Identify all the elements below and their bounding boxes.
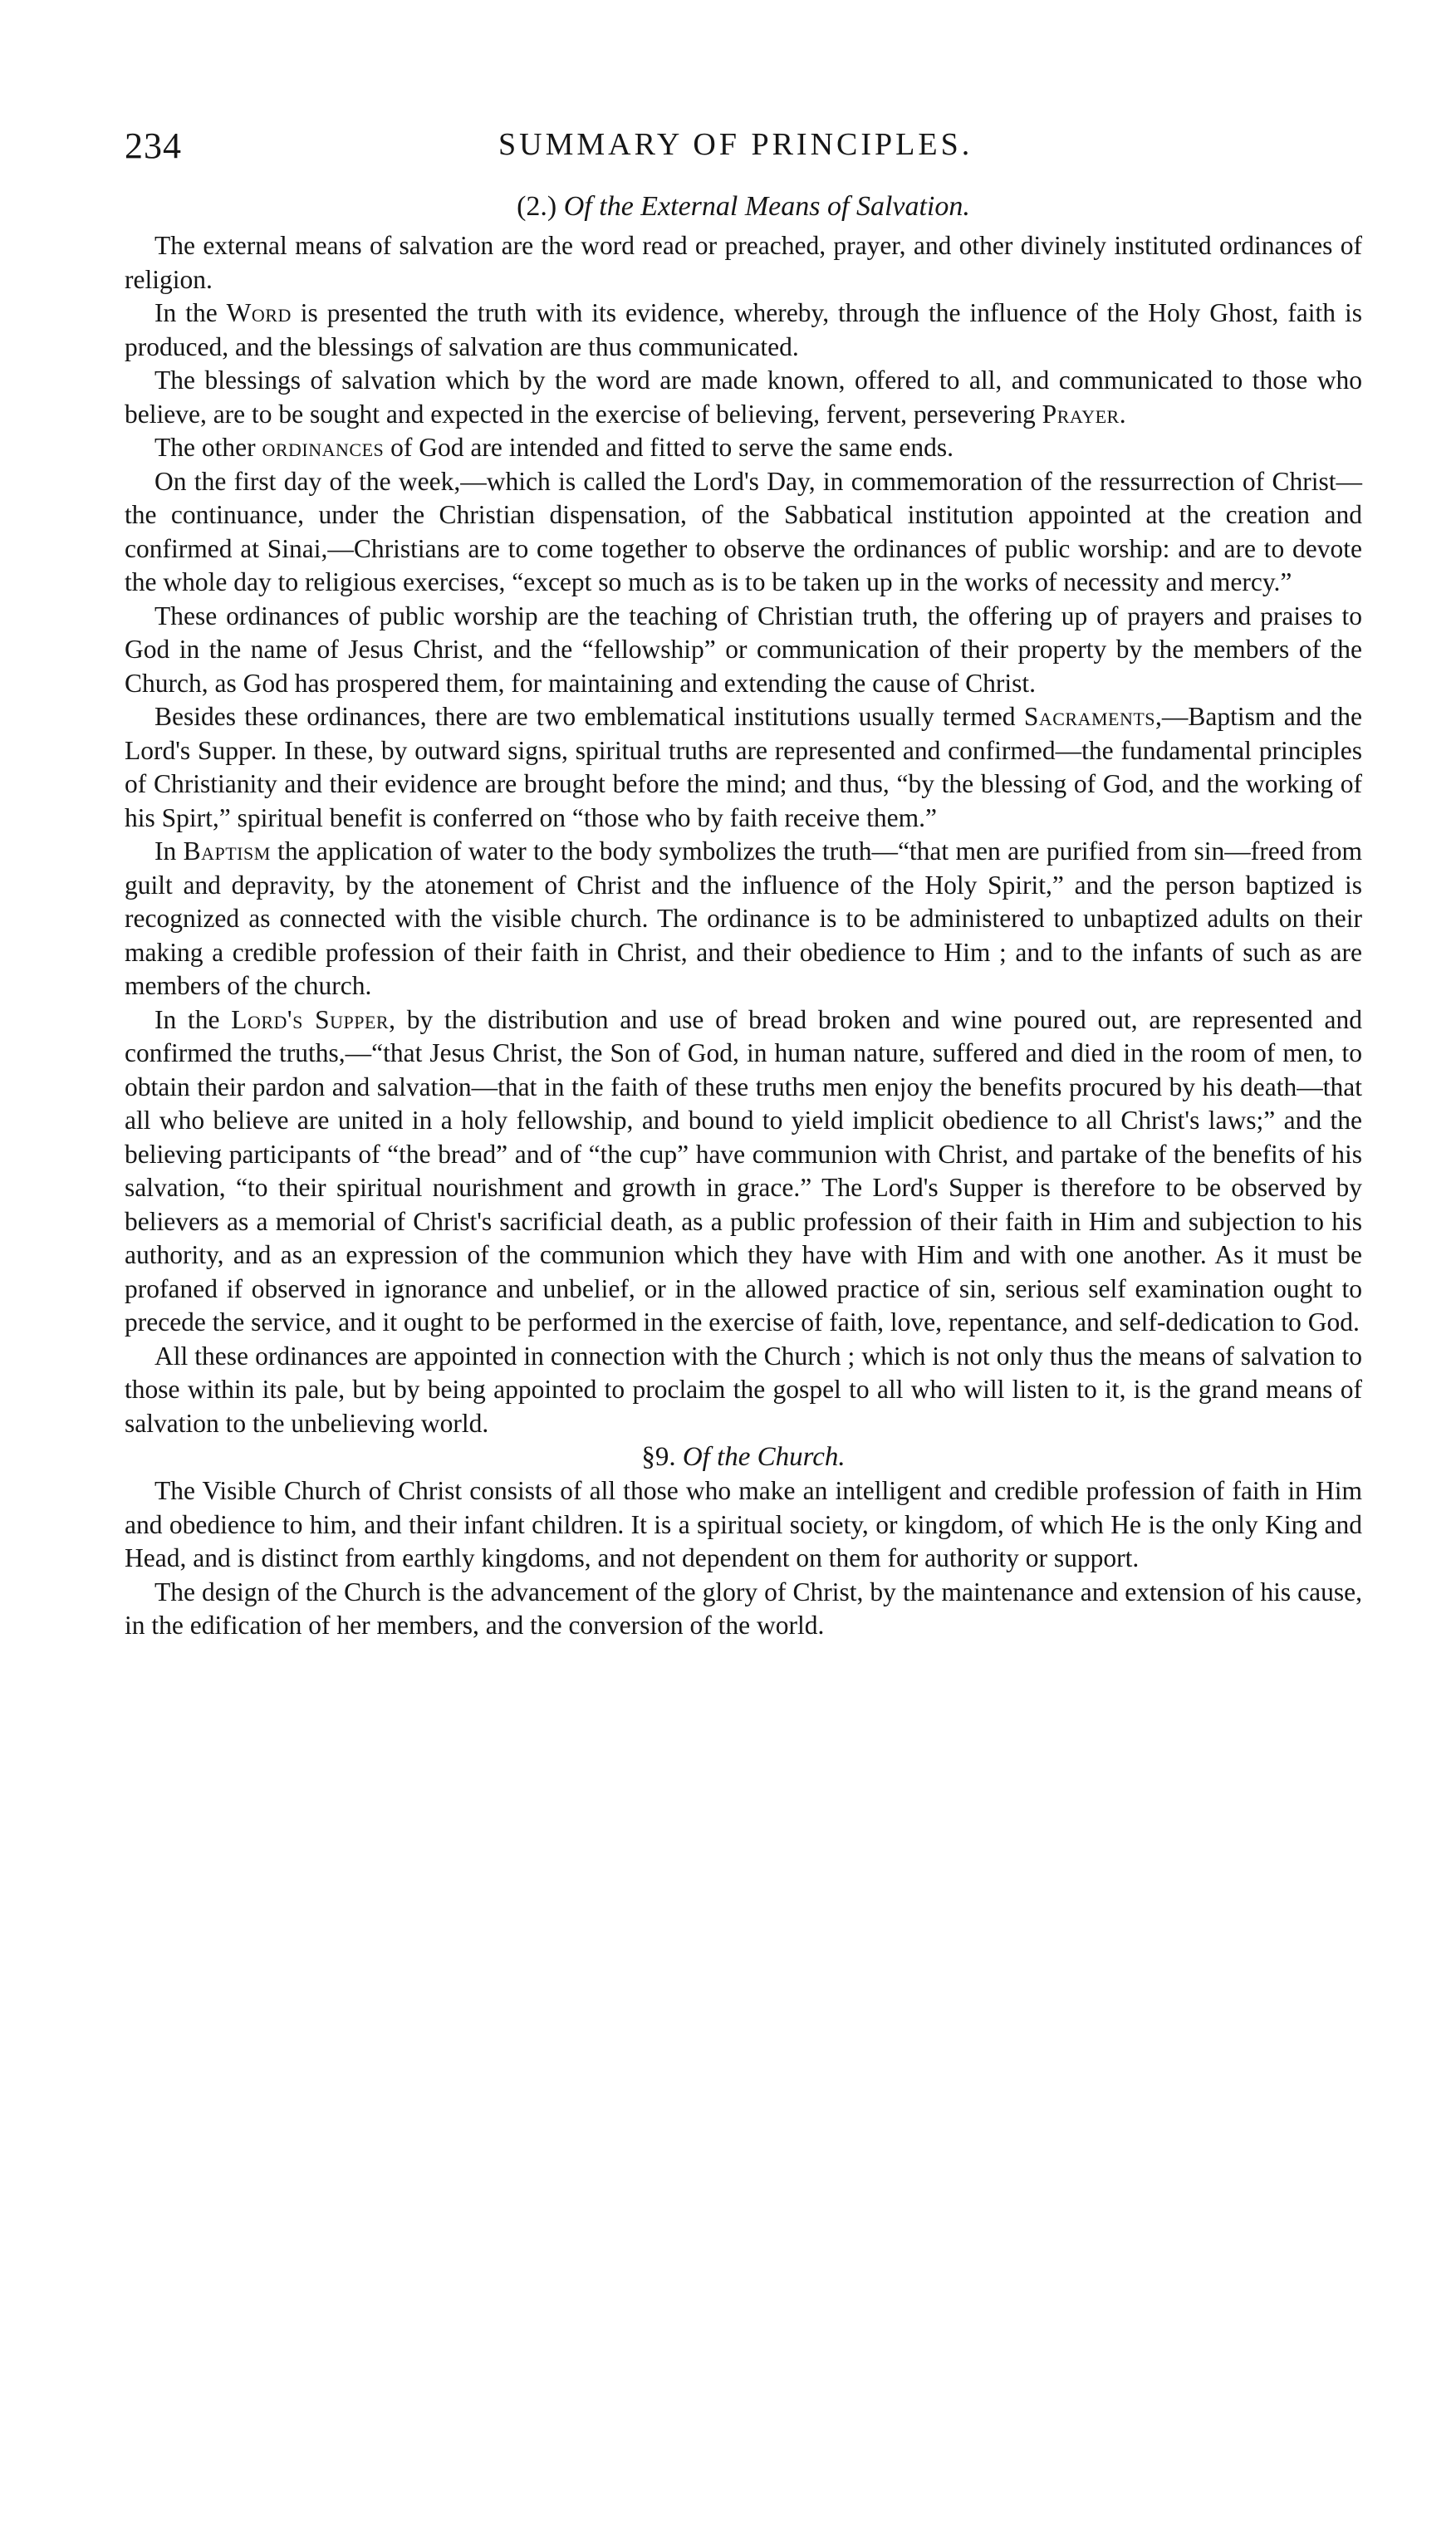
section-title: Of the External Means of Salvation. <box>563 191 970 222</box>
paragraph: In Baptism the application of water to the body symbolizes the truth—“that men are purified from sin—freed from guilt and depravity, by the atonement of Christ and the influence of the Holy Spirit,” and the person baptized is recognized as connected with the visible church. The ordinance is to be administered to unbaptized adults on their making a credible profession of their faith in Christ, and their obedience to Him ; and to the infants of such as are members of the church. <box>125 836 1362 1000</box>
paragraph: On the first day of the week,—which is called the Lord's Day, in commemoration of the ressurrection of Christ—the continuance, under the Christian dispensation, of the Sabbatical institution appointed at the creation and confirmed at Sinai,—Christians are to come together to observe the ordinances of public worship: and are to devote the whole day to religious exercises, “except so much as is to be taken up in the works of necessity and mercy.” <box>125 466 1362 596</box>
section-body-church <box>125 1474 1362 1643</box>
paragraph: The Visible Church of Christ consists of all those who make an intelligent and credible profession of faith in Him and obedience to him, and their infant children. It is a spiritual society, or kingdom, of which He is the only King and Head, and is distinct from earthly kingdoms, and not dependent on them for authority or support. <box>125 1476 1362 1572</box>
section-heading-external-means <box>125 191 1362 223</box>
section-heading-church <box>125 1442 1362 1473</box>
section-number: §9. <box>641 1442 676 1472</box>
paragraph: The other ordinances of God are intended and fitted to serve the same ends. <box>154 433 954 462</box>
section-title: Of the Church. <box>682 1442 846 1472</box>
book-page <box>125 125 1362 1643</box>
paragraph: The blessings of salvation which by the word are made known, offered to all, and communicated to those who believe, are to be sought and expected in the exercise of believing, fervent, persevering Prayer. <box>125 365 1362 429</box>
paragraph: The external means of salvation are the word read or preached, prayer, and other divinely instituted ordinances of religion. <box>125 231 1362 294</box>
paragraph: Besides these ordinances, there are two emblematical institutions usually termed Sacraments,—Baptism and the Lord's Supper. In these, by outward signs, spiritual truths are represented and confirmed—the fundamental principles of Christianity and their evidence are brought before the mind; and thus, “by the blessing of God, and the working of his Spirt,” spiritual benefit is conferred on “those who by faith receive them.” <box>125 702 1362 832</box>
running-head <box>125 125 1362 174</box>
paragraph: In the Word is presented the truth with its evidence, whereby, through the influence of the Holy Ghost, faith is produced, and the blessings of salvation are thus communicated. <box>125 298 1362 361</box>
section-number: (2.) <box>517 191 557 222</box>
paragraph: All these ordinances are appointed in connection with the Church ; which is not only thus the means of salvation to those within its pale, but by being appointed to proclaim the gospel to all who will listen to it, is the grand means of salvation to the unbelieving world. <box>125 1341 1362 1438</box>
paragraph: In the Lord's Supper, by the distribution and use of bread broken and wine poured out, are represented and confirmed the truths,—“that Jesus Christ, the Son of God, in human nature, suffered and died in the room of men, to obtain their pardon and salvation—that in the faith of these truths men enjoy the benefits procured by his death—that all who believe are united in a holy fellowship, and bound to yield implicit obedience to all Christ's laws;” and the believing participants of “the bread” and of “the cup” have communion with Christ, and partake of the benefits of his salvation, “to their spiritual nourishment and growth in grace.” The Lord's Supper is therefore to be observed by believers as a memorial of Christ's sacrificial death, as a public profession of their faith in Him and subjection to his authority, and as an expression of the communion which they have with Him and with one another. As it must be profaned if observed in ignorance and unbelief, or in the allowed practice of sin, serious self examination ought to precede the service, and it ought to be performed in the exercise of faith, love, repentance, and self-dedication to God. <box>125 1004 1362 1337</box>
paragraph: These ordinances of public worship are the teaching of Christian truth, the offering up of prayers and praises to God in the name of Jesus Christ, and the “fellowship” or communication of their property by the members of the Church, as God has prospered them, for maintaining and extending the cause of Christ. <box>125 601 1362 698</box>
page-number: 234 <box>125 125 182 166</box>
section-body-external-means <box>125 229 1362 1440</box>
paragraph: The design of the Church is the advancement of the glory of Christ, by the maintenance and extension of his cause, in the edification of her members, and the conversion of the world. <box>125 1577 1362 1640</box>
running-title: SUMMARY OF PRINCIPLES. <box>498 127 973 162</box>
